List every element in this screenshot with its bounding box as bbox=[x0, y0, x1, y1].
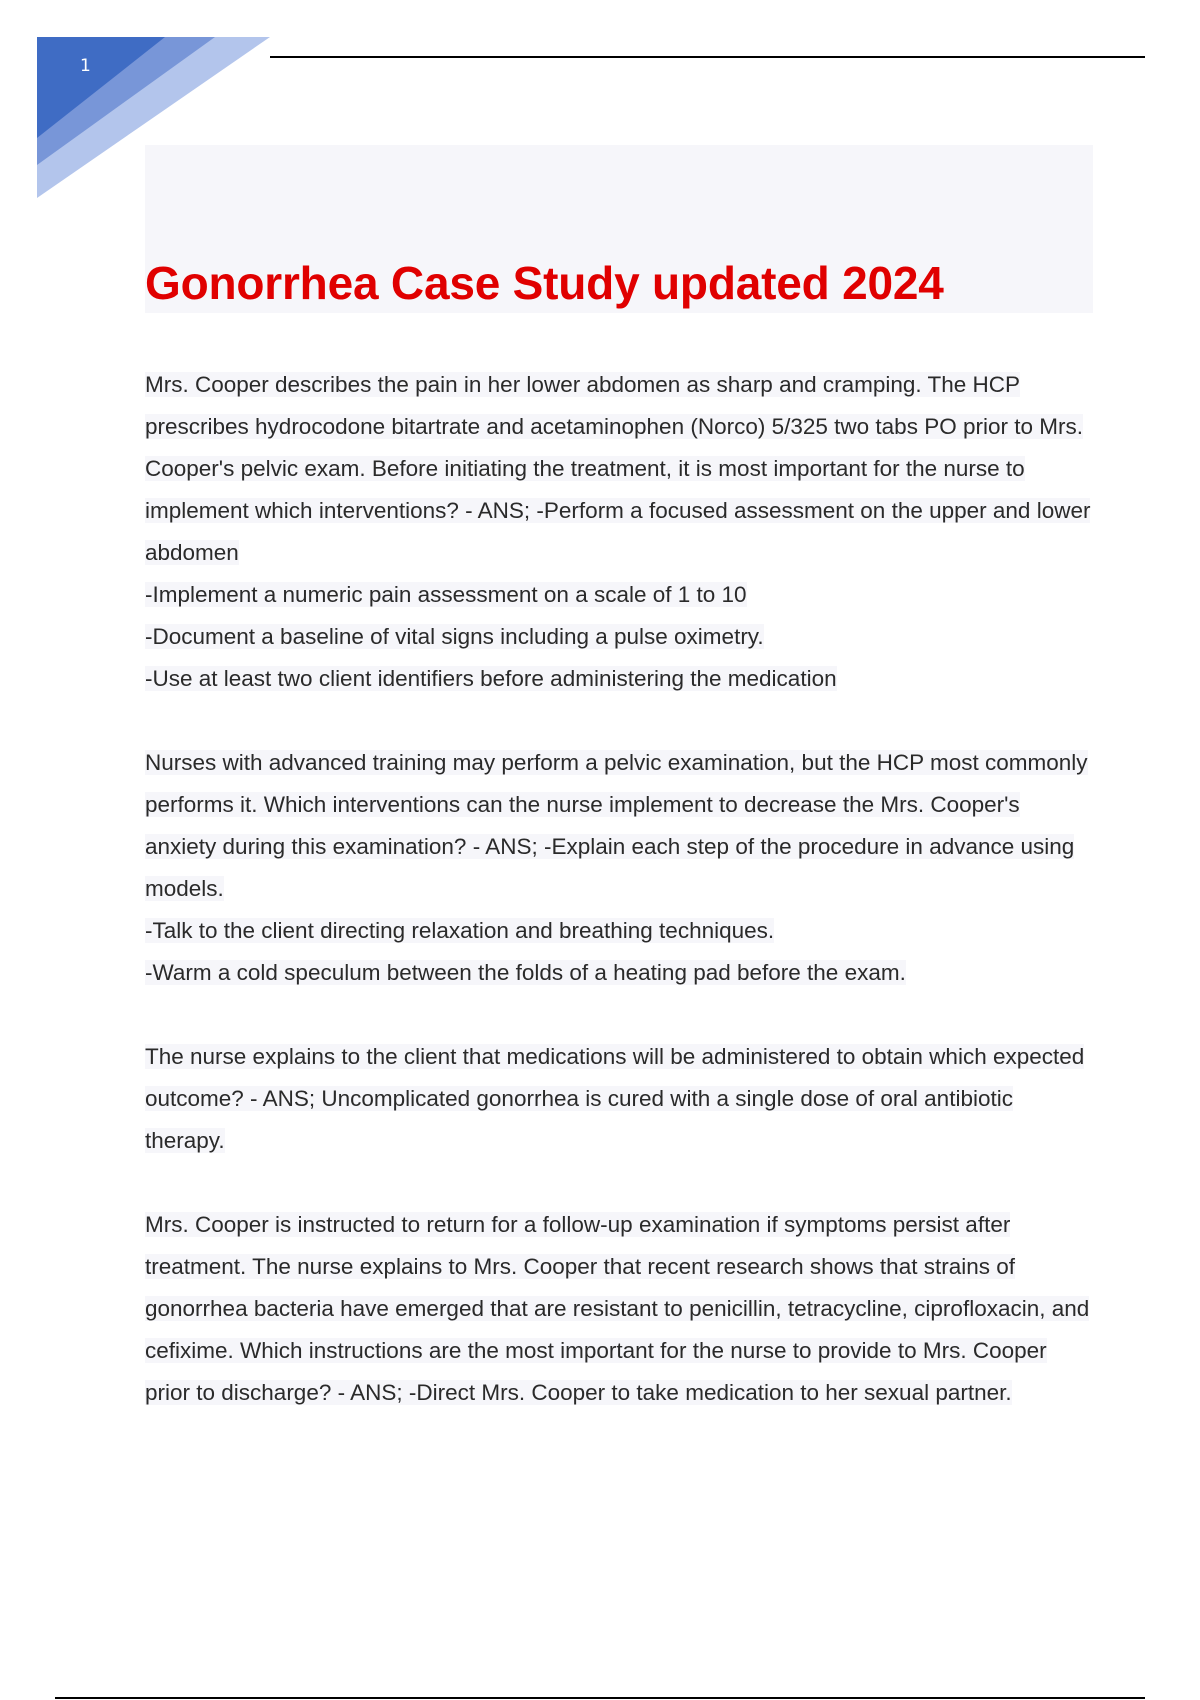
header-rule bbox=[270, 56, 1145, 58]
qa-answer-line: -Document a baseline of vital signs including a pulse oximetry. bbox=[145, 624, 764, 649]
qa-item-3 bbox=[145, 1036, 1095, 1162]
qa-item-2 bbox=[145, 742, 1095, 994]
page-number: 1 bbox=[80, 56, 91, 76]
qa-answer-line: -Warm a cold speculum between the folds of a heating pad before the exam. bbox=[145, 960, 906, 985]
qa-content bbox=[145, 364, 1095, 1456]
qa-question: Mrs. Cooper describes the pain in her lower abdomen as sharp and cramping. The HCP prescribes hydrocodone bitartrate and acetaminophen (Norco) 5/325 two tabs PO prior to Mrs. Cooper's pelvic exam. Before initiating the treatment, it is most important for the nurse to implement which interventions? - ANS; -Perform a focused assessment on the upper and lower abdomen bbox=[145, 372, 1091, 565]
qa-question: Mrs. Cooper is instructed to return for a follow-up examination if symptoms persist after treatment. The nurse explains to Mrs. Cooper that recent research shows that strains of gonorrhea bacteria have emerged that are resistant to penicillin, tetracycline, ciprofloxacin, and cefixime. Which instructions are the most important for the nurse to provide to Mrs. Cooper prior to discharge? - ANS; -Direct Mrs. Cooper to take medication to her sexual partner. bbox=[145, 1212, 1090, 1405]
qa-answer-line: -Implement a numeric pain assessment on a scale of 1 to 10 bbox=[145, 582, 747, 607]
qa-answer-line: -Use at least two client identifiers before administering the medication bbox=[145, 666, 837, 691]
qa-question: Nurses with advanced training may perform a pelvic examination, but the HCP most commonly performs it. Which interventions can the nurse implement to decrease the Mrs. Cooper's anxiety during this examination? - ANS; -Explain each step of the procedure in advance using models. bbox=[145, 750, 1088, 901]
page-title: Gonorrhea Case Study updated 2024 bbox=[145, 257, 944, 309]
qa-item-4 bbox=[145, 1204, 1095, 1414]
qa-answer-line: -Talk to the client directing relaxation and breathing techniques. bbox=[145, 918, 775, 943]
qa-item-1 bbox=[145, 364, 1095, 700]
footer-rule bbox=[55, 1697, 1145, 1699]
qa-question: The nurse explains to the client that medications will be administered to obtain which expected outcome? - ANS; Uncomplicated gonorrhea is cured with a single dose of oral antibiotic therapy. bbox=[145, 1044, 1085, 1153]
